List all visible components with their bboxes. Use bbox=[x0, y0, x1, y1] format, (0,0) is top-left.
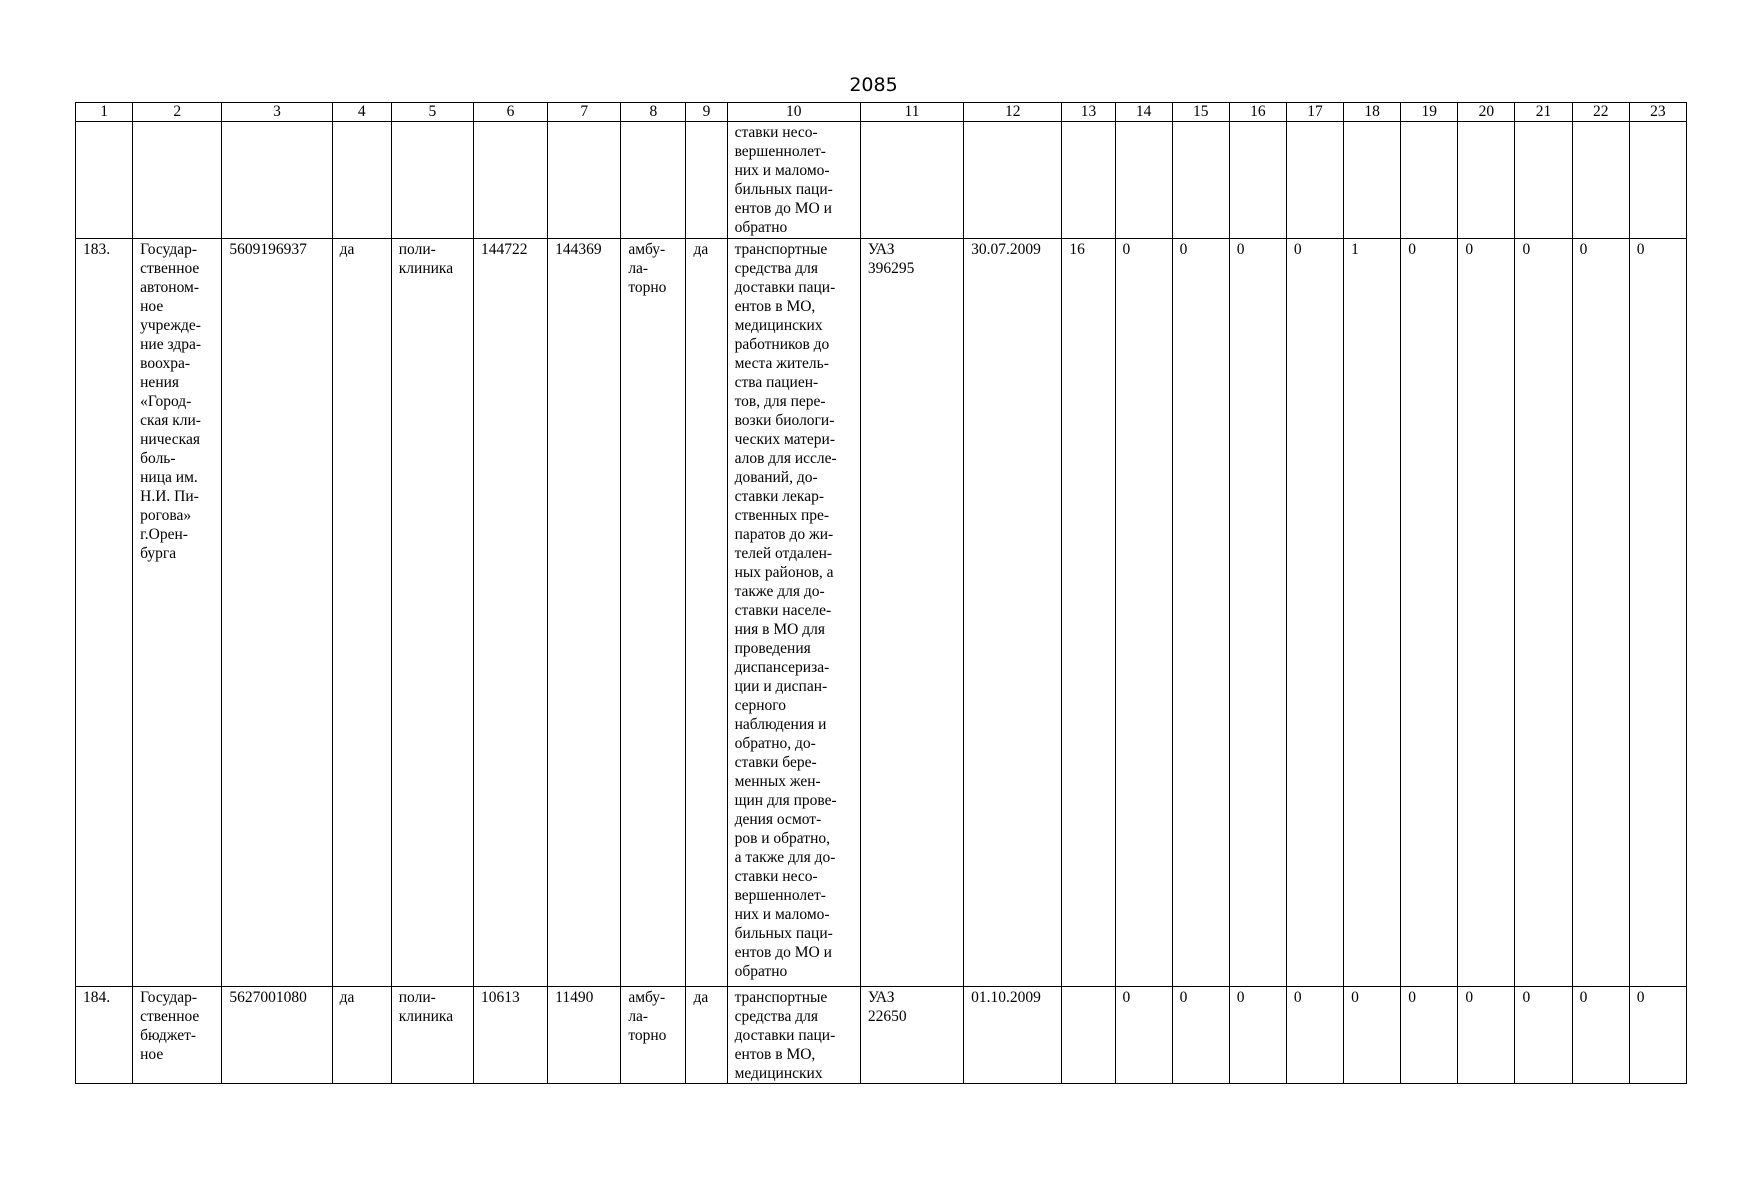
care-mode-cell: амбу- ла- торно bbox=[621, 987, 686, 1084]
table-cell: 0 bbox=[1115, 239, 1172, 987]
table-row bbox=[76, 239, 1687, 987]
table-cell bbox=[1115, 122, 1172, 239]
table-cell: 0 bbox=[1401, 239, 1458, 987]
table-cell: 0 bbox=[1401, 987, 1458, 1084]
table-cell: 11490 bbox=[548, 987, 621, 1084]
table-cell: 0 bbox=[1115, 987, 1172, 1084]
vehicle-model-cell: УАЗ 396295 bbox=[860, 239, 963, 987]
table-cell: 0 bbox=[1286, 239, 1343, 987]
table-cell: 0 bbox=[1172, 239, 1229, 987]
table-cell: 0 bbox=[1572, 987, 1629, 1084]
column-header: 12 bbox=[964, 103, 1062, 122]
column-header: 3 bbox=[222, 103, 332, 122]
column-header: 15 bbox=[1172, 103, 1229, 122]
column-header: 17 bbox=[1286, 103, 1343, 122]
table-cell: 16 bbox=[1062, 239, 1115, 987]
column-header: 20 bbox=[1458, 103, 1515, 122]
table-cell bbox=[548, 122, 621, 239]
column-header: 8 bbox=[621, 103, 686, 122]
inn-cell: 5609196937 bbox=[222, 239, 332, 987]
table-cell bbox=[1062, 987, 1115, 1084]
inn-cell: 5627001080 bbox=[222, 987, 332, 1084]
care-mode-cell bbox=[621, 122, 686, 239]
purpose-cell: ставки несо- вершеннолет- них и маломо- бильных паци- ентов до МО и обратно bbox=[727, 122, 860, 239]
inn-cell bbox=[222, 122, 332, 239]
column-header: 16 bbox=[1229, 103, 1286, 122]
table-cell: да bbox=[686, 987, 727, 1084]
table-cell: 0 bbox=[1629, 239, 1686, 987]
column-header: 10 bbox=[727, 103, 860, 122]
table-row bbox=[76, 987, 1687, 1084]
table-cell bbox=[1401, 122, 1458, 239]
table-cell: да bbox=[332, 239, 391, 987]
table-cell: 10613 bbox=[473, 987, 547, 1084]
row-number-cell bbox=[76, 122, 133, 239]
table-cell: 0 bbox=[1629, 987, 1686, 1084]
column-header: 22 bbox=[1572, 103, 1629, 122]
column-header: 2 bbox=[133, 103, 222, 122]
column-header: 7 bbox=[548, 103, 621, 122]
column-header: 4 bbox=[332, 103, 391, 122]
table-cell: да bbox=[332, 987, 391, 1084]
facility-type-cell bbox=[391, 122, 473, 239]
column-header: 1 bbox=[76, 103, 133, 122]
table-cell: 0 bbox=[1515, 239, 1572, 987]
table-cell bbox=[1229, 122, 1286, 239]
table-cell: 0 bbox=[1344, 987, 1401, 1084]
column-header: 5 bbox=[391, 103, 473, 122]
table-cell bbox=[1344, 122, 1401, 239]
table-cell: 0 bbox=[1515, 987, 1572, 1084]
table-cell: 0 bbox=[1286, 987, 1343, 1084]
column-header: 19 bbox=[1401, 103, 1458, 122]
table-cell: 1 bbox=[1344, 239, 1401, 987]
table-cell: 0 bbox=[1172, 987, 1229, 1084]
table-cell bbox=[1286, 122, 1343, 239]
table-cell: 0 bbox=[1458, 239, 1515, 987]
column-header: 11 bbox=[860, 103, 963, 122]
date-cell: 01.10.2009 bbox=[964, 987, 1062, 1084]
organization-name-cell bbox=[133, 122, 222, 239]
table-cell bbox=[1572, 122, 1629, 239]
column-number-row bbox=[76, 103, 1687, 122]
table-cell bbox=[1515, 122, 1572, 239]
column-header: 23 bbox=[1629, 103, 1686, 122]
row-number-cell: 183. bbox=[76, 239, 133, 987]
table-cell: 0 bbox=[1458, 987, 1515, 1084]
purpose-cell: транспортные средства для доставки паци- ентов в МО, медицинских bbox=[727, 987, 860, 1084]
purpose-cell: транспортные средства для доставки паци- ентов в МО, медицинских работников до места житель- ства пациен- тов, для пере- возки биологи- ческих матери- алов для иссле- дований, до- ставки лекар- ственных пре- паратов до жи- телей отдален- ных районов, а также для до- ставки населе- ния в МО для проведения диспансериза- ции и диспан- серного наблюдения и обратно, до- ставки бере- менных жен- щин для прове- дения осмот- ров и обратно, а также для до- ставки несо- вершеннолет- них и маломо- бильных паци- ентов до МО и обратно bbox=[727, 239, 860, 987]
column-header: 9 bbox=[686, 103, 727, 122]
care-mode-cell: амбу- ла- торно bbox=[621, 239, 686, 987]
column-header: 6 bbox=[473, 103, 547, 122]
column-header: 14 bbox=[1115, 103, 1172, 122]
table-cell bbox=[1458, 122, 1515, 239]
organization-name-cell: Государ- ственное автоном- ное учрежде- ние здра- воохра- нения «Город- ская кли- ническая боль- ница им. Н.И. Пи- рогова» г.Орен- бурга bbox=[133, 239, 222, 987]
table-row bbox=[76, 122, 1687, 239]
table-cell: 0 bbox=[1229, 987, 1286, 1084]
table-cell: да bbox=[686, 239, 727, 987]
vehicle-model-cell bbox=[860, 122, 963, 239]
date-cell bbox=[964, 122, 1062, 239]
table-cell bbox=[686, 122, 727, 239]
facility-type-cell: поли- клиника bbox=[391, 987, 473, 1084]
table-cell: 0 bbox=[1572, 239, 1629, 987]
table-cell: 144722 bbox=[473, 239, 547, 987]
vehicle-model-cell: УАЗ 22650 bbox=[860, 987, 963, 1084]
column-header: 21 bbox=[1515, 103, 1572, 122]
column-header: 13 bbox=[1062, 103, 1115, 122]
table-cell bbox=[1172, 122, 1229, 239]
table-cell bbox=[1062, 122, 1115, 239]
document-table bbox=[75, 102, 1687, 1084]
table-cell: 144369 bbox=[548, 239, 621, 987]
table-cell bbox=[332, 122, 391, 239]
organization-name-cell: Государ- ственное бюджет- ное bbox=[133, 987, 222, 1084]
facility-type-cell: поли- клиника bbox=[391, 239, 473, 987]
page-number: 2085 bbox=[849, 74, 898, 96]
table-cell bbox=[473, 122, 547, 239]
table-cell bbox=[1629, 122, 1686, 239]
table-cell: 0 bbox=[1229, 239, 1286, 987]
date-cell: 30.07.2009 bbox=[964, 239, 1062, 987]
column-header: 18 bbox=[1344, 103, 1401, 122]
row-number-cell: 184. bbox=[76, 987, 133, 1084]
